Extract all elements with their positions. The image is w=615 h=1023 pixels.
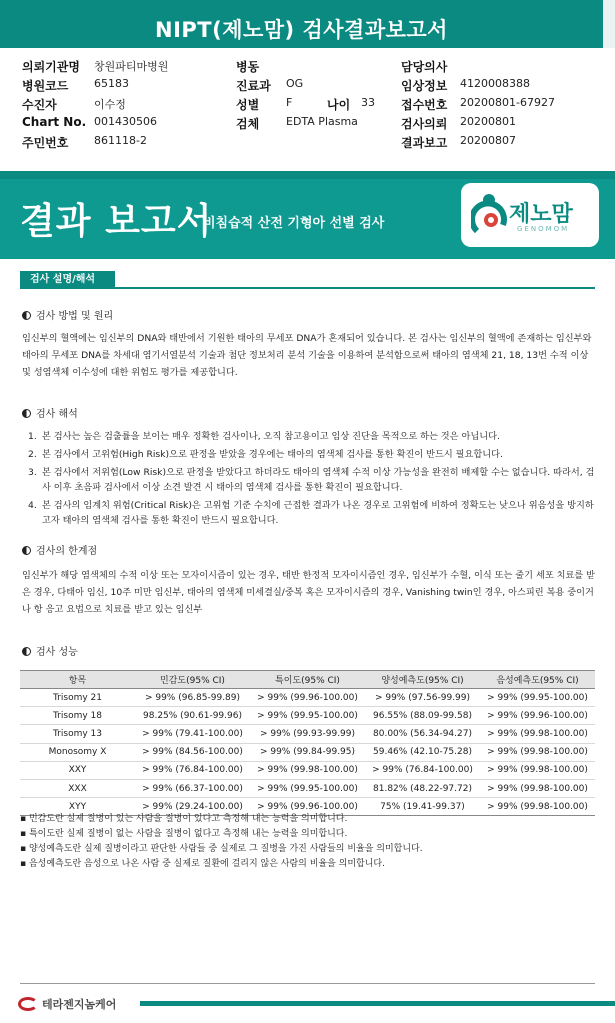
info-row xyxy=(0,115,615,134)
info-label: 병동 xyxy=(236,60,260,74)
column-header: 양성예측도(95% CI) xyxy=(365,671,480,689)
info-value: 20200801 xyxy=(460,115,516,128)
limitations-heading: 검사의 한계점 xyxy=(22,542,97,557)
notes xyxy=(20,812,423,872)
half-circle-icon xyxy=(22,409,31,418)
list-item: 2. 본 검사에서 고위험(High Risk)으로 판정을 받았을 경우에는 태아의 염색체 검사를 통한 확진이 반드시 필요합니다. xyxy=(28,449,503,460)
info-label: 접수번호 xyxy=(401,98,448,112)
performance-heading: 검사 성능 xyxy=(22,643,78,658)
info-label: 의뢰기관명 xyxy=(22,60,80,74)
patient-info xyxy=(0,52,615,152)
note-item: ▪ 음성예측도란 음성으로 나온 사람 중 실제로 질환에 걸리지 않은 사람의 비율을 의미합니다. xyxy=(20,857,423,872)
table-row xyxy=(20,761,595,779)
interpretation-heading: 검사 해석 xyxy=(22,405,78,420)
table-cell: > 99% (66.37-100.00) xyxy=(135,779,250,797)
method-heading: 검사 방법 및 원리 xyxy=(22,307,113,322)
table-row xyxy=(20,725,595,743)
info-label: 성별 xyxy=(236,98,260,112)
info-label: 검사의뢰 xyxy=(401,117,448,131)
table-cell: > 99% (79.41-100.00) xyxy=(135,725,250,743)
info-row xyxy=(0,58,615,77)
table-cell: > 99% (99.96-100.00) xyxy=(480,707,595,725)
table-cell: > 99% (84.56-100.00) xyxy=(135,743,250,761)
info-value: 65183 xyxy=(94,77,129,90)
table-cell: > 99% (99.96-100.00) xyxy=(250,689,365,707)
footer-divider xyxy=(20,983,595,984)
info-value: OG xyxy=(286,77,304,90)
info-label: 담당의사 xyxy=(401,60,448,74)
info-label: 진료과 xyxy=(236,79,271,93)
info-value: 이수정 xyxy=(94,98,126,111)
limitations-text: 임신부가 해당 염색체의 수적 이상 또는 모자이시즘이 있는 경우, 태반 한정적 모자이시즘인 경우, 임신부가 수혈, 이식 또는 줄기 세포 치료를 받은 경우, 다태아 임신, 10주 미만 임신부, 태아의 염색체 미세결실/중복 혹은 모자이시즘의 경우, Vanishing twin인 경우, 아스피린 복용 중이거나 항 응고 요법으로 치료를 받고 있는 임신부 xyxy=(22,570,596,615)
table-cell: XYY xyxy=(20,798,135,816)
table-row xyxy=(20,689,595,707)
half-circle-icon xyxy=(22,311,31,320)
table-cell: > 99% (96.85-99.89) xyxy=(135,689,250,707)
table-cell: 59.46% (42.10-75.28) xyxy=(365,743,480,761)
section-tab: 검사 설명/해석 xyxy=(20,271,115,289)
info-label: 검체 xyxy=(236,117,260,131)
table-cell: > 99% (76.84-100.00) xyxy=(365,761,480,779)
table-cell: 75% (19.41-99.37) xyxy=(365,798,480,816)
performance-table xyxy=(20,670,595,816)
info-row xyxy=(0,134,615,153)
table-cell: > 99% (99.95-100.00) xyxy=(480,689,595,707)
company-name: 테라젠지놈케어 xyxy=(42,998,117,1011)
interpretation-list xyxy=(22,429,597,531)
table-cell: Trisomy 21 xyxy=(20,689,135,707)
info-value: 4120008388 xyxy=(460,77,530,90)
company-logo-icon xyxy=(18,997,38,1011)
table-cell: > 99% (99.98-100.00) xyxy=(480,761,595,779)
header-band xyxy=(0,0,615,48)
banner-title: 결과 보고서 xyxy=(20,201,213,242)
table-cell: > 99% (99.98-100.00) xyxy=(480,725,595,743)
info-value: 861118-2 xyxy=(94,134,147,147)
table-cell: XXY xyxy=(20,761,135,779)
table-cell: > 99% (99.95-100.00) xyxy=(250,707,365,725)
table-cell: > 99% (76.84-100.00) xyxy=(135,761,250,779)
table-cell: Trisomy 13 xyxy=(20,725,135,743)
genomom-logo xyxy=(461,183,599,247)
column-header: 음성예측도(95% CI) xyxy=(480,671,595,689)
banner-subtitle: 비침습적 산전 기형아 선별 검사 xyxy=(203,216,385,231)
info-row xyxy=(0,77,615,96)
info-value: 20200801-67927 xyxy=(460,96,555,109)
half-circle-icon xyxy=(22,647,31,656)
logo-name: 제노맘 xyxy=(509,202,573,227)
note-item: ▪ 양성예측도란 실제 질병이라고 판단한 사람들 중 실제로 그 질병을 가진 사람들의 비율을 의미합니다. xyxy=(20,842,423,857)
info-value: 33 xyxy=(361,96,375,109)
table-cell: > 99% (99.95-100.00) xyxy=(250,779,365,797)
table-cell: Trisomy 18 xyxy=(20,707,135,725)
company-logo xyxy=(18,996,116,1012)
info-label: 나이 xyxy=(327,98,351,112)
table-cell: > 99% (97.56-99.99) xyxy=(365,689,480,707)
info-value: 20200807 xyxy=(460,134,516,147)
info-label: Chart No. xyxy=(22,115,87,129)
method-text: 임신부의 혈액에는 임신부의 DNA와 태반에서 기원한 태아의 무세포 DNA가 혼재되어 있습니다. 본 검사는 임신부의 혈액에 존재하는 임신부와 태아의 무세포 DNA를 차세대 염기서열분석 기술과 첨단 정보처리 분석 기술을 이용하여 분석함으로써 태아의 염색체 21, 18, 13번 수적 이상 및 성염색체 이수성에 대한 위험도 평가를 제공합니다. xyxy=(22,333,592,378)
list-item: 1. 본 검사는 높은 검출률을 보이는 매우 정확한 검사이나, 오직 참고용이고 임상 진단을 목적으로 하는 것은 아닙니다. xyxy=(28,431,500,442)
info-label: 수진자 xyxy=(22,98,57,112)
table-cell: > 99% (99.98-100.00) xyxy=(480,743,595,761)
info-label: 병원코드 xyxy=(22,79,69,93)
section-header xyxy=(20,271,595,289)
column-header: 항목 xyxy=(20,671,135,689)
footer-bar xyxy=(140,1001,615,1006)
table-cell: > 99% (99.93-99.99) xyxy=(250,725,365,743)
column-header: 특이도(95% CI) xyxy=(250,671,365,689)
info-value: EDTA Plasma xyxy=(286,115,358,128)
info-value: F xyxy=(286,96,293,109)
half-circle-icon xyxy=(22,546,31,555)
info-value: 001430506 xyxy=(94,115,157,128)
table-cell: > 99% (29.24-100.00) xyxy=(135,798,250,816)
info-label: 주민번호 xyxy=(22,136,69,150)
list-item: 4. 본 검사의 임계치 위험(Critical Risk)은 고위험 기준 수치에 근접한 결과가 나온 경우로 고위험에 비하여 정확도는 낮으나 위음성을 방지하고자 태아의 염색체 검사를 통한 확진이 반드시 필요합니다. xyxy=(28,500,594,526)
table-cell: > 99% (99.98-100.00) xyxy=(480,798,595,816)
report-title: NIPT(제노맘) 검사결과보고서 xyxy=(155,18,448,42)
table-cell: XXX xyxy=(20,779,135,797)
column-header: 민감도(95% CI) xyxy=(135,671,250,689)
logo-sub: GENOMOM xyxy=(517,225,570,233)
note-item: ▪ 특이도란 실제 질병이 없는 사람을 질병이 없다고 측정해 내는 능력을 의미합니다. xyxy=(20,827,423,842)
mother-child-icon xyxy=(471,191,511,239)
table-cell: 80.00% (56.34-94.27) xyxy=(365,725,480,743)
header-edge xyxy=(603,0,615,48)
table-cell: > 99% (99.98-100.00) xyxy=(480,779,595,797)
info-value: 창원파티마병원 xyxy=(94,60,169,73)
table-cell: Monosomy X xyxy=(20,743,135,761)
banner-strip xyxy=(0,171,615,179)
table-cell: > 99% (99.98-100.00) xyxy=(250,761,365,779)
table-row xyxy=(20,779,595,797)
table-cell: > 99% (99.84-99.95) xyxy=(250,743,365,761)
table-cell: 98.25% (90.61-99.96) xyxy=(135,707,250,725)
info-row xyxy=(0,96,615,115)
note-item: ▪ 민감도란 실제 질병이 있는 사람을 질병이 있다고 측정해 내는 능력을 의미합니다. xyxy=(20,812,423,827)
table-cell: 81.82% (48.22-97.72) xyxy=(365,779,480,797)
table-row xyxy=(20,743,595,761)
table-row xyxy=(20,707,595,725)
table-header-row xyxy=(20,671,595,689)
list-item: 3. 본 검사에서 저위험(Low Risk)으로 판정을 받았다고 하더라도 태아의 염색체 수적 이상 가능성을 완전히 배제할 수는 없습니다. 따라서, 검사 이후 초음파 검사에서 이상 소견 발견 시 태아의 염색체 검사를 통한 확진이 필요합니다. xyxy=(28,467,595,493)
info-label: 임상정보 xyxy=(401,79,448,93)
table-cell: 96.55% (88.09-99.58) xyxy=(365,707,480,725)
table-cell: > 99% (99.96-100.00) xyxy=(250,798,365,816)
info-label: 결과보고 xyxy=(401,136,448,150)
